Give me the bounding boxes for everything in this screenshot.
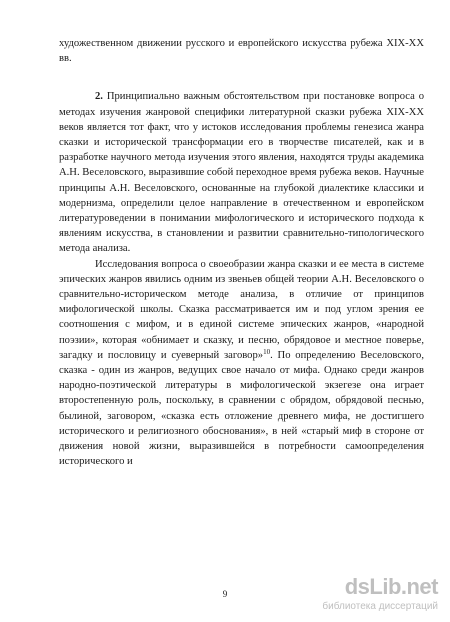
paragraph-3: [59, 257, 424, 470]
paragraph-2: [59, 89, 424, 256]
watermark: [313, 574, 438, 616]
paragraph-2-text: Принципиально важным обстоятельством при постановке вопроса о методах изучения жанровой специфики литературной сказки рубежа XIX-XX веков является тот факт, что у истоков исследования проблемы генезиса жанра сказки и исторической трансформации его в творчестве писателей, как и в разработке научного метода изучения этого явления, находятся труды академика А.Н. Веселовского, выразившие собой переходное время рубежа веков. Научные принципы А.Н. Веселовского, основанные на глубокой диалектике классики и модернизма, определили целое направление в отечественном и европейском литературоведении в понимании мифологического и исторического подхода к явлениям искусства, в становлении и развитии сравнительно-типологического метода анализа.: [59, 91, 424, 255]
paragraph-3-text-b: . По определению Веселовского, сказка - один из жанров, ведущих свое начало от мифа. Однако среди жанров народно-поэтической литературы в мифологической экзегезе она играет второстепенную роль, поскольку, в сравнении с обрядом, обрядовой песнью, былиной, заговором, «сказка есть отложение древнего мифа, не достигшего исторического и религиозного обоснования», в ней «старый миф в стороне от движения новой жизни, выразившейся в потребности самоопределения исторического и: [59, 349, 424, 468]
watermark-logo: dsLib.net: [344, 574, 438, 599]
page-body: [59, 36, 424, 469]
paragraph-1-continuation: художественном движении русского и европейского искусства рубежа XIX-XX вв.: [59, 38, 424, 65]
paragraph-number: 2.: [95, 91, 103, 103]
watermark-subtitle: библиотека диссертаций: [322, 601, 438, 612]
paragraph-3-text-a: Исследования вопроса о своеобразии жанра сказки и ее места в системе эпических жанров явились одним из звеньев общей теории А.Н. Веселовского о сравнительно-историческом методе анализа, в отличие от принципов мифологической школы. Сказка рассматривается им и под углом зрения ее соотношения с мифом, и в единой системе эпических жанров, «народной поэзии», которая «обнимает и сказку, и песню, обрядовое и местное поверье, загадку и пословицу и суеверный заговор»: [59, 258, 424, 361]
page-number: 9: [222, 589, 228, 599]
footnote-marker[interactable]: 10: [263, 347, 271, 356]
